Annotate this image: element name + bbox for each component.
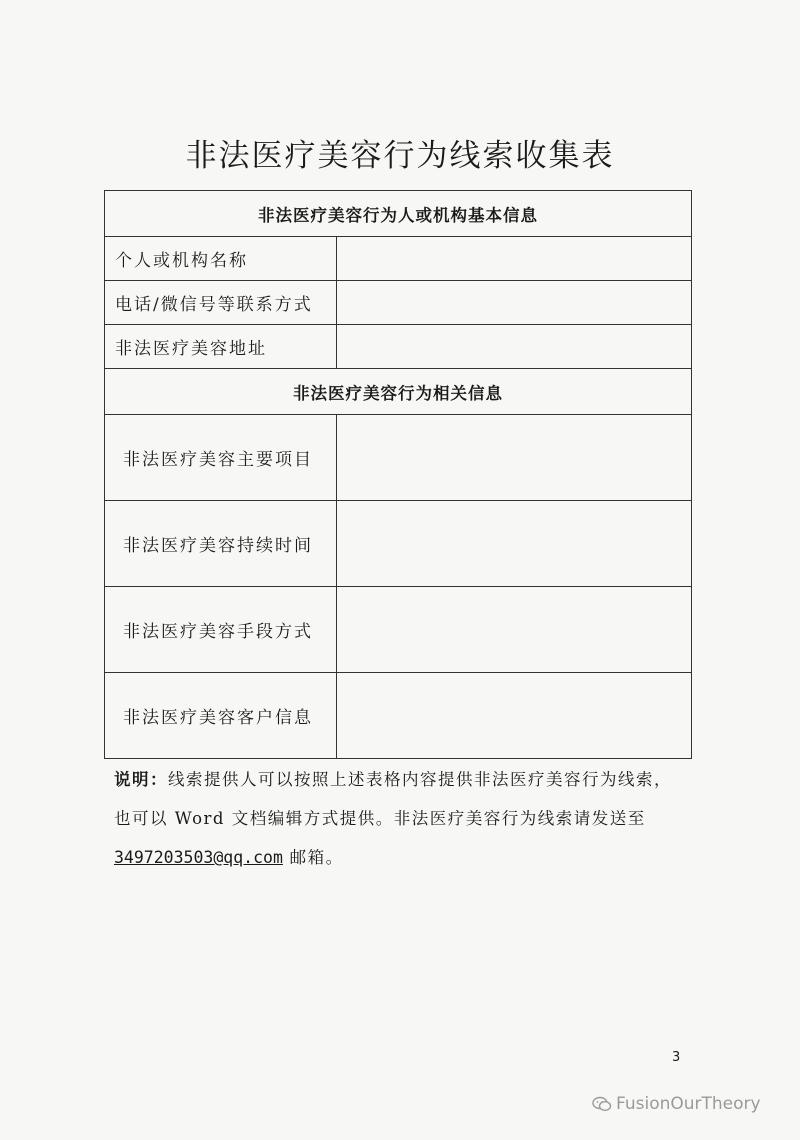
field-label: 电话/微信号等联系方式: [105, 281, 337, 325]
watermark-text: FusionOurTheory: [616, 1094, 761, 1114]
watermark: [592, 1094, 761, 1117]
wechat-icon: [592, 1096, 612, 1117]
field-label: 非法医疗美容地址: [105, 325, 337, 369]
duration-field[interactable]: [337, 501, 692, 587]
section-heading: 非法医疗美容行为人或机构基本信息: [105, 191, 692, 237]
field-label: 非法医疗美容手段方式: [105, 587, 337, 673]
customer-info-field[interactable]: [337, 673, 692, 759]
field-label: 非法医疗美容主要项目: [105, 415, 337, 501]
main-items-field[interactable]: [337, 415, 692, 501]
form-row-duration: [105, 501, 692, 587]
explanation-note: [114, 760, 704, 877]
form-row-methods: [105, 587, 692, 673]
field-label: 非法医疗美容客户信息: [105, 673, 337, 759]
note-suffix: 邮箱。: [282, 848, 344, 867]
page-number: 3: [672, 1050, 681, 1065]
methods-field[interactable]: [337, 587, 692, 673]
form-row-address: [105, 325, 692, 369]
email-link[interactable]: 3497203503@qq.com: [114, 848, 283, 867]
document-title: 非法医疗美容行为线索收集表: [185, 138, 615, 174]
address-field[interactable]: [337, 325, 692, 369]
field-label: 个人或机构名称: [105, 237, 337, 281]
name-field[interactable]: [337, 237, 692, 281]
form-row-main-items: [105, 415, 692, 501]
contact-field[interactable]: [337, 281, 692, 325]
note-line-1: [114, 760, 704, 799]
form-row-name: [105, 237, 692, 281]
note-label: 说明：: [114, 770, 168, 789]
form-row-customer-info: [105, 673, 692, 759]
clue-collection-form: [104, 190, 692, 759]
section-heading: 非法医疗美容行为相关信息: [105, 369, 692, 415]
note-text: 线索提供人可以按照上述表格内容提供非法医疗美容行为线索，: [168, 770, 672, 789]
section-header-related-info: [105, 369, 692, 415]
note-line-2: 也可以 Word 文档编辑方式提供。非法医疗美容行为线索请发送至: [114, 809, 646, 828]
field-label: 非法医疗美容持续时间: [105, 501, 337, 587]
section-header-basic-info: [105, 191, 692, 237]
note-line-3: [114, 838, 704, 877]
form-row-contact: [105, 281, 692, 325]
